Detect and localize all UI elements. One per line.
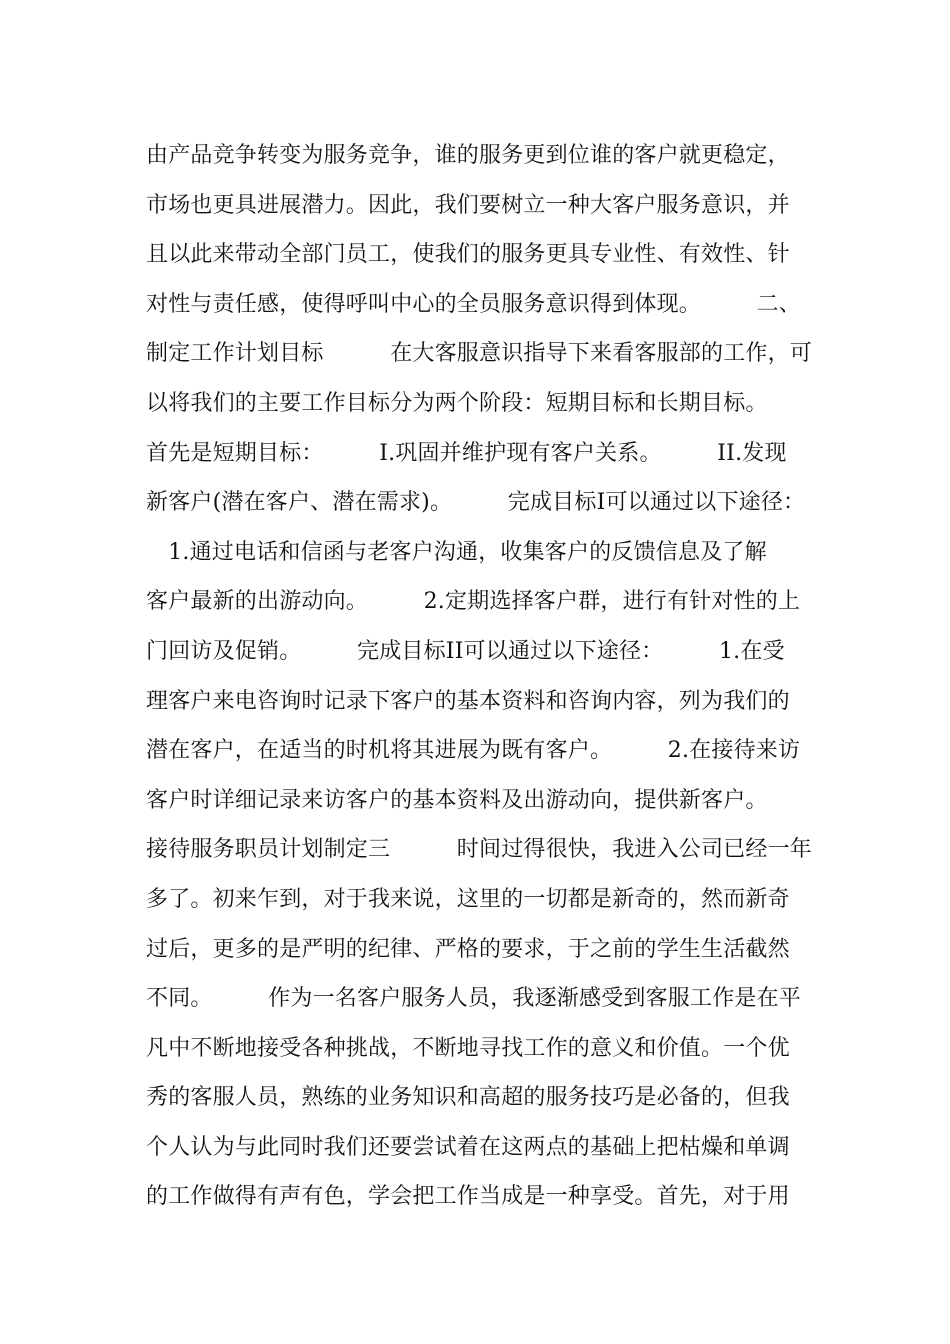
- text-line: 以将我们的主要工作目标分为两个阶段：短期目标和长期目标。: [146, 390, 768, 416]
- text-line: 由产品竞争转变为服务竞争，谁的服务更到位谁的客户就更稳定，: [146, 143, 790, 168]
- text-line: 多了。初来乍到，对于我来说，这里的一切都是新奇的，然而新奇: [146, 886, 790, 912]
- text-line: 秀的客服人员，熟练的业务知识和高超的服务技巧是必备的，但我: [146, 1085, 790, 1111]
- text-line: 对性与责任感，使得呼叫中心的全员服务意识得到体现。 二、: [146, 291, 802, 317]
- text-line: 过后，更多的是严明的纪律、严格的要求，于之前的学生生活截然: [146, 936, 790, 962]
- text-line: 潜在客户，在适当的时机将其进展为既有客户。 2.在接待来访: [146, 738, 801, 764]
- text-line: 个人认为与此同时我们还要尝试着在这两点的基础上把枯燥和单调: [146, 1134, 790, 1160]
- text-line: 不同。 作为一名客户服务人员，我逐渐感受到客服工作是在平: [146, 986, 802, 1012]
- text-line: 制定工作计划目标 在大客服意识指导下来看客服部的工作，可: [146, 341, 813, 367]
- text-line: 新客户(潜在客户、潜在需求)。 完成目标I可以通过以下途径：: [146, 490, 806, 516]
- body-text: [146, 131, 826, 1222]
- text-line: 理客户来电咨询时记录下客户的基本资料和咨询内容，列为我们的: [146, 688, 790, 714]
- text-line: 凡中不断地接受各种挑战，不断地寻找工作的意义和价值。一个优: [146, 1035, 790, 1061]
- text-line: 1.通过电话和信函与老客户沟通，收集客户的反馈信息及了解: [146, 539, 767, 565]
- text-line: 客户最新的出游动向。 2.定期选择客户群，进行有针对性的上: [146, 589, 801, 615]
- text-line: 且以此来带动全部门员工，使我们的服务更具专业性、有效性、针: [146, 242, 790, 268]
- text-line: 市场也更具进展潜力。因此，我们要树立一种大客户服务意识，并: [146, 192, 790, 218]
- text-line: 首先是短期目标： I.巩固并维护现有客户关系。 II.发现: [146, 440, 787, 466]
- text-line: 门回访及促销。 完成目标II可以通过以下途径： 1.在受: [146, 638, 785, 664]
- text-line: 接待服务职员计划制定三 时间过得很快，我进入公司已经一年: [146, 837, 813, 863]
- text-line: 的工作做得有声有色，学会把工作当成是一种享受。首先，对于用: [146, 1184, 790, 1210]
- text-line: 客户时详细记录来访客户的基本资料及出游动向，提供新客户。: [146, 787, 768, 813]
